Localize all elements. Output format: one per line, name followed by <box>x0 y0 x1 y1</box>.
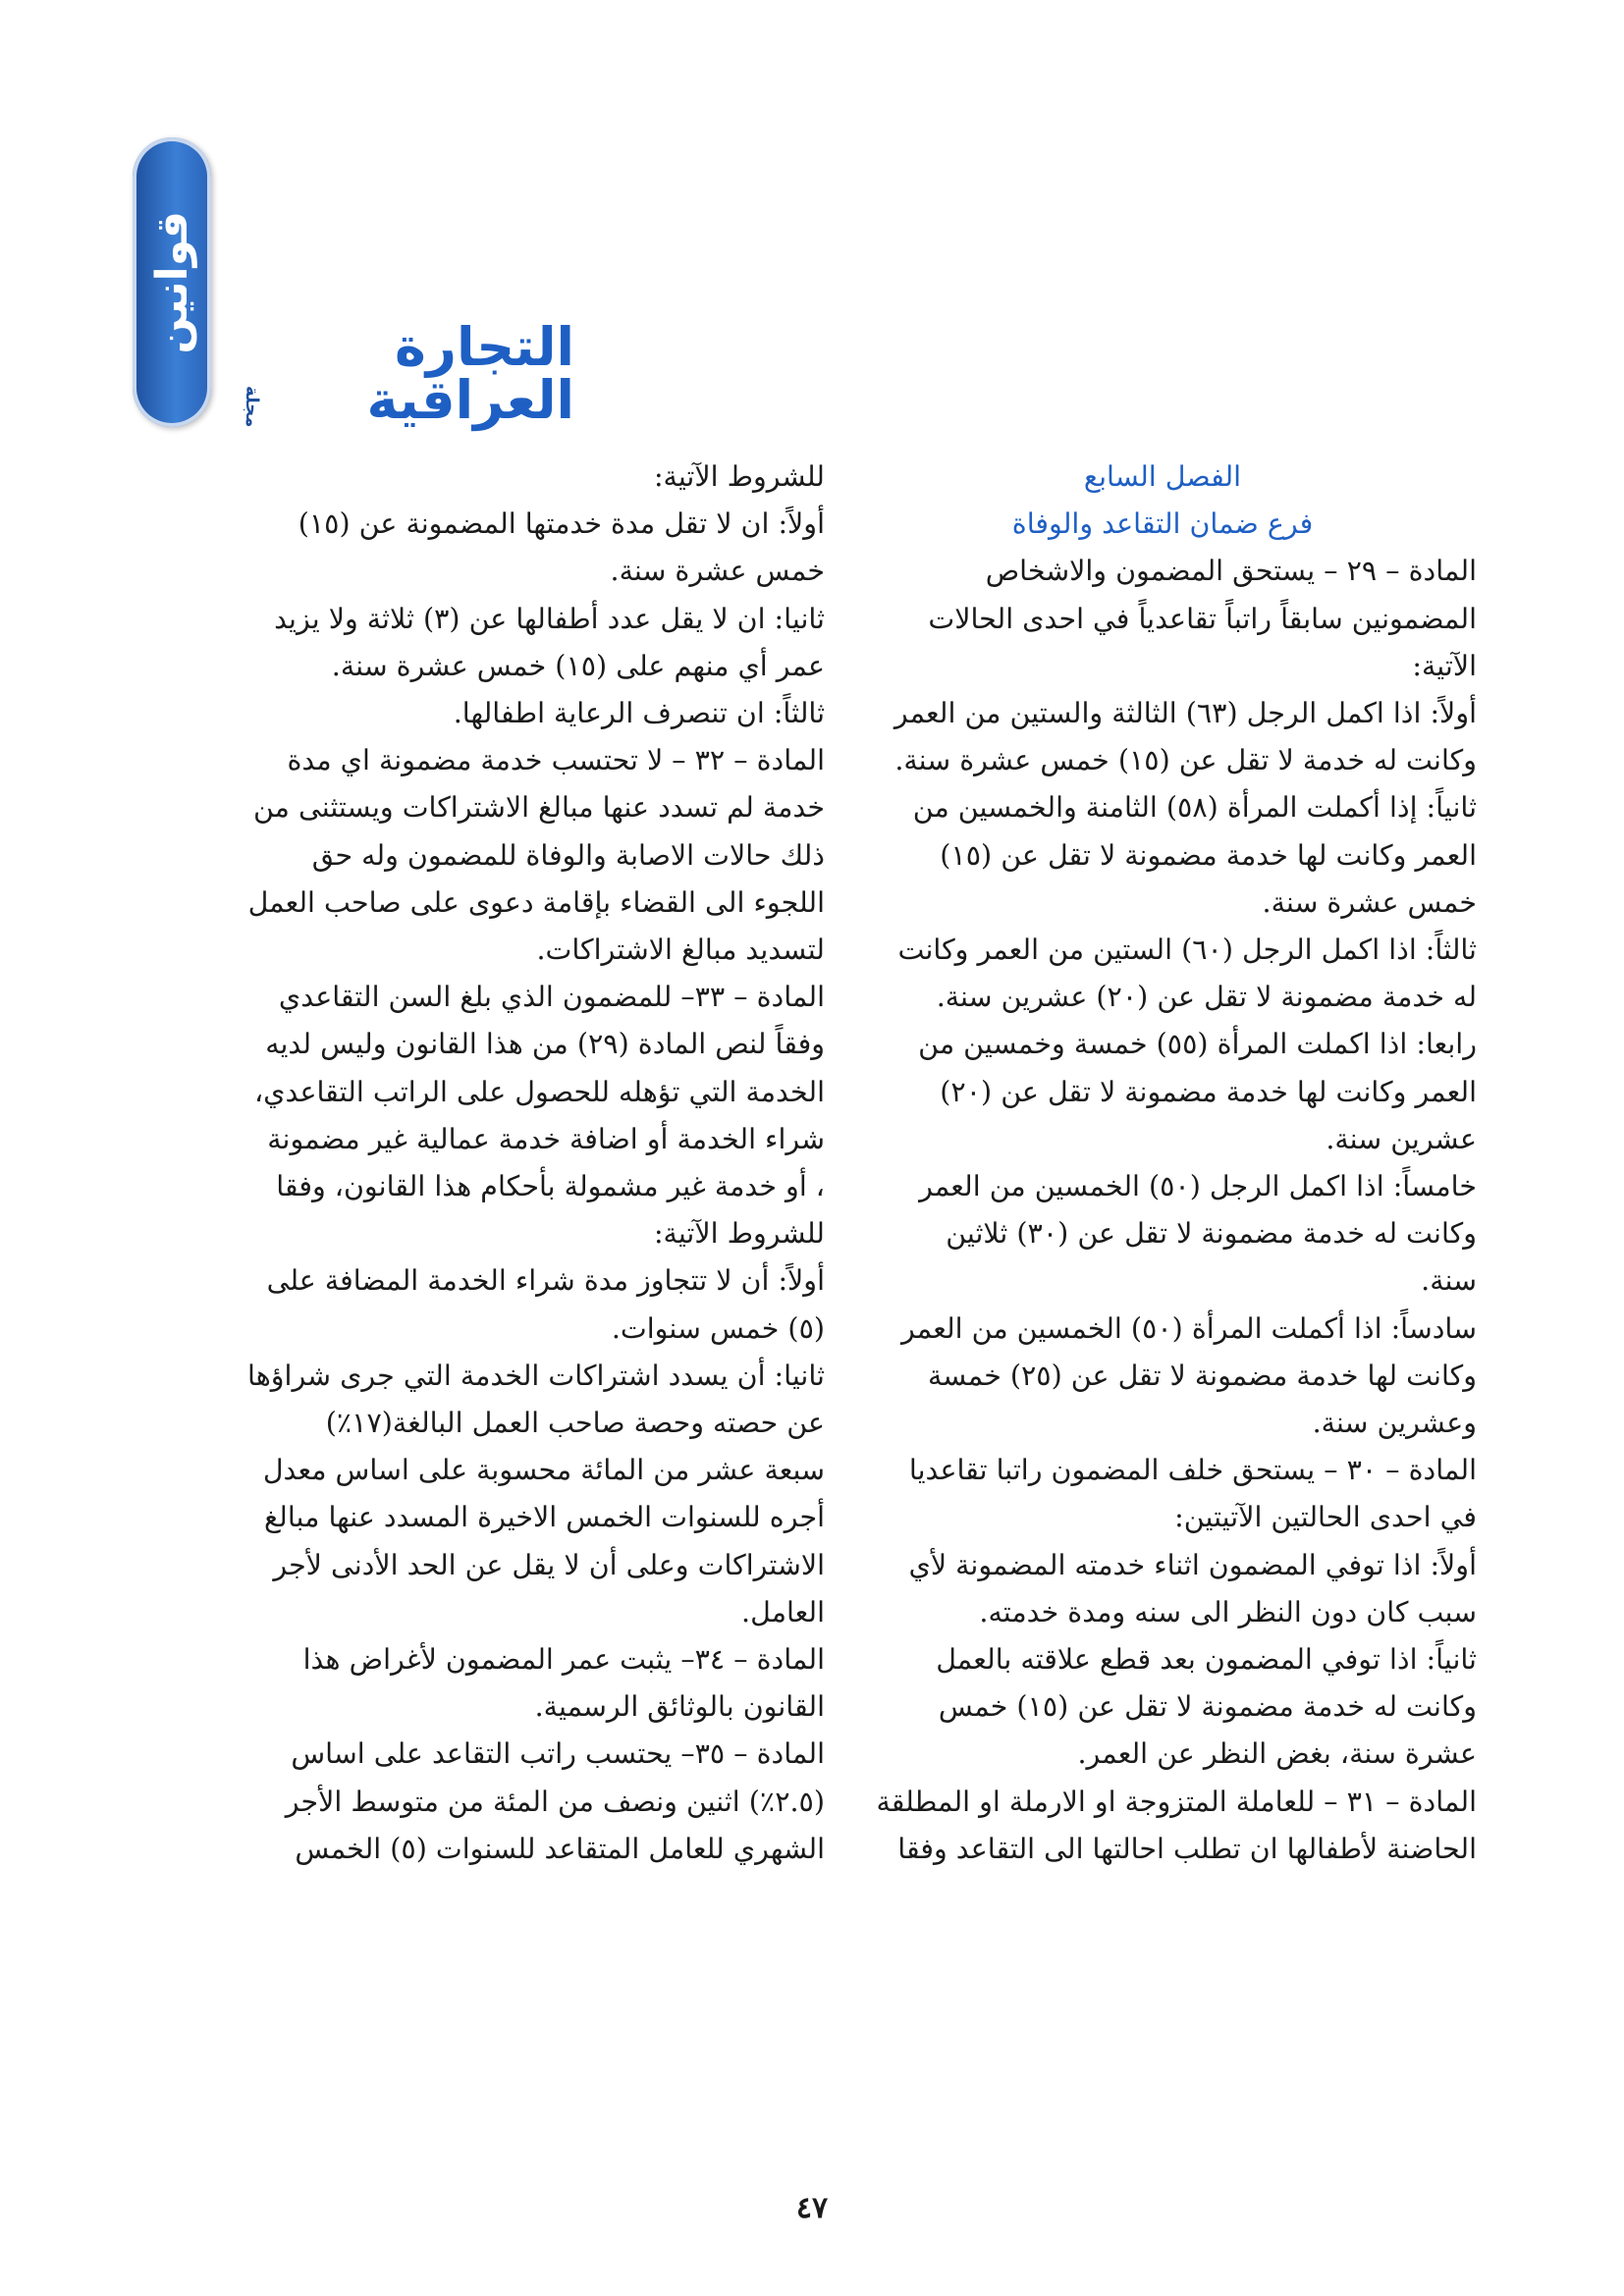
text-line: الخدمة التي تؤهله للحصول على الراتب التقاعدي، <box>253 1075 825 1108</box>
section-tab <box>133 137 211 427</box>
text-line: الاشتراكات وعلى أن لا يقل عن الحد الأدنى لأجر <box>273 1548 825 1581</box>
text-line: المادة – ٢٩ – يستحق المضمون والاشخاص <box>985 555 1477 588</box>
text-line: عن حصته وحصة صاحب العمل البالغة(١٧٪) <box>325 1407 825 1440</box>
chapter-heading: الفصل السابع <box>1083 460 1242 493</box>
text-line: العمر وكانت لها خدمة مضمونة لا تقل عن (١٥) <box>940 838 1477 872</box>
text-line: ثالثاً: اذا اكمل الرجل (٦٠) الستين من العمر وكانت <box>897 934 1477 967</box>
text-line: وكانت له خدمة لا تقل عن (١٥) خمس عشرة سنة. <box>894 744 1477 777</box>
branch-heading: فرع ضمان التقاعد والوفاة <box>1011 507 1314 541</box>
text-line: وفقاً لنص المادة (٢٩) من هذا القانون وليس لديه <box>265 1028 825 1061</box>
right-column-text <box>848 548 1477 1873</box>
text-line: وعشرين سنة. <box>1312 1407 1477 1440</box>
text-line: عمر أي منهم على (١٥) خمس عشرة سنة. <box>331 649 825 682</box>
text-line: لتسديد مبالغ الاشتراكات. <box>536 934 825 967</box>
text-line: عشرين سنة. <box>1326 1122 1477 1155</box>
text-line: خامساً: اذا اكمل الرجل (٥٠) الخمسين من العمر <box>919 1170 1477 1203</box>
text-line: سبعة عشر من المائة محسوبة على اساس معدل <box>262 1454 825 1487</box>
text-line: عشرة سنة، بغض النظر عن العمر. <box>1077 1737 1477 1771</box>
text-line: وكانت له خدمة مضمونة لا تقل عن (٣٠) ثلاثين <box>946 1217 1477 1251</box>
text-line: ذلك حالات الاصابة والوفاة للمضمون وله حق <box>311 838 825 872</box>
text-line: له خدمة مضمونة لا تقل عن (٢٠) عشرين سنة. <box>936 981 1477 1014</box>
text-line: خمس عشرة سنة. <box>1262 885 1477 919</box>
text-line: أولاً: ان لا تقل مدة خدمتها المضمونة عن (١٥) <box>298 507 825 541</box>
text-line: خمس عشرة سنة. <box>610 555 825 588</box>
text-line: سادساً: اذا أكملت المرأة (٥٠) الخمسين من العمر <box>901 1311 1477 1345</box>
text-line: سنة. <box>1421 1264 1477 1298</box>
text-line: (٥) خمس سنوات. <box>611 1311 825 1345</box>
text-line: اللجوء الى القضاء بإقامة دعوى على صاحب العمل <box>247 885 825 919</box>
text-line: العامل. <box>741 1595 825 1629</box>
text-line: خدمة لم تسدد عنها مبالغ الاشتراكات ويستثنى من <box>252 791 825 825</box>
section-tab-label: قوانين <box>146 210 197 354</box>
text-line: وكانت لها خدمة مضمونة لا تقل عن (٢٥) خمسة <box>928 1359 1477 1392</box>
magazine-logo-label: مجلة <box>242 385 262 427</box>
left-column <box>196 454 825 1873</box>
text-line: ثانياً: اذا توفي المضمون بعد قطع علاقته بالعمل <box>936 1643 1477 1677</box>
text-line: الآتية: <box>1412 649 1477 682</box>
text-line: أولاً: اذا توفي المضمون اثناء خدمته المضمونة لأي <box>908 1548 1477 1581</box>
right-column <box>848 454 1477 1873</box>
text-line: سبب كان دون النظر الى سنه ومدة خدمته. <box>979 1595 1477 1629</box>
text-line: المضمونين سابقاً راتباً تقاعدياً في احدى الحالات <box>928 602 1477 635</box>
text-line: القانون بالوثائق الرسمية. <box>534 1690 825 1724</box>
text-line: ثالثاً: ان تنصرف الرعاية اطفالها. <box>453 697 825 730</box>
text-line: المادة – ٣٢ – لا تحتسب خدمة مضمونة اي مدة <box>287 744 825 777</box>
magazine-logo-title: التجارة العراقية <box>366 316 574 431</box>
text-line: وكانت له خدمة مضمونة لا تقل عن (١٥) خمس <box>938 1690 1477 1724</box>
text-line: أولاً: أن لا تتجاوز مدة شراء الخدمة المضافة على <box>266 1264 825 1298</box>
text-line: شراء الخدمة أو اضافة خدمة عمالية غير مضمونة <box>267 1122 825 1155</box>
left-column-text <box>196 454 825 1873</box>
text-line: ثانيا: أن يسدد اشتراكات الخدمة التي جرى شراؤها <box>247 1359 825 1392</box>
text-line: المادة – ٣١ – للعاملة المتزوجة او الارملة او المطلقة <box>876 1785 1477 1818</box>
text-line: رابعا: اذا اكملت المرأة (٥٥) خمسة وخمسين من <box>918 1028 1477 1061</box>
text-line: المادة – ٣٣– للمضمون الذي بلغ السن التقاعدي <box>278 981 825 1014</box>
text-line: الشهري للعامل المتقاعد للسنوات (٥) الخمس <box>295 1832 825 1865</box>
text-line: أجره للسنوات الخمس الاخيرة المسدد عنها مبالغ <box>263 1501 825 1534</box>
text-line: للشروط الآتية: <box>653 1217 825 1251</box>
magazine-logo <box>236 316 574 431</box>
text-line: الحاضنة لأطفالها ان تطلب احالتها الى التقاعد وفقا <box>897 1832 1477 1865</box>
text-line: (٢.٥٪) اثنين ونصف من المئة من متوسط الأجر <box>285 1785 825 1818</box>
text-line: ثانياً: إذا أكملت المرأة (٥٨) الثامنة والخمسين من <box>912 791 1477 825</box>
text-line: في احدى الحالتين الآتيتين: <box>1174 1501 1477 1534</box>
text-line: ، أو خدمة غير مشمولة بأحكام هذا القانون، وفقا <box>276 1170 825 1203</box>
text-line: المادة – ٣٥– يحتسب راتب التقاعد على اساس <box>291 1737 825 1771</box>
text-line: للشروط الآتية: <box>653 460 825 493</box>
text-line: المادة – ٣٤– يثبت عمر المضمون لأغراض هذا <box>302 1643 825 1677</box>
page-number: ٤٧ <box>795 2191 829 2225</box>
text-line: أولاً: اذا اكمل الرجل (٦٣) الثالثة والستين من العمر <box>893 697 1477 730</box>
text-line: العمر وكانت لها خدمة مضمونة لا تقل عن (٢٠) <box>940 1075 1477 1108</box>
text-line: ثانيا: ان لا يقل عدد أطفالها عن (٣) ثلاثة ولا يزيد <box>274 602 825 635</box>
text-line: المادة – ٣٠ – يستحق خلف المضمون راتبا تقاعديا <box>908 1454 1477 1487</box>
